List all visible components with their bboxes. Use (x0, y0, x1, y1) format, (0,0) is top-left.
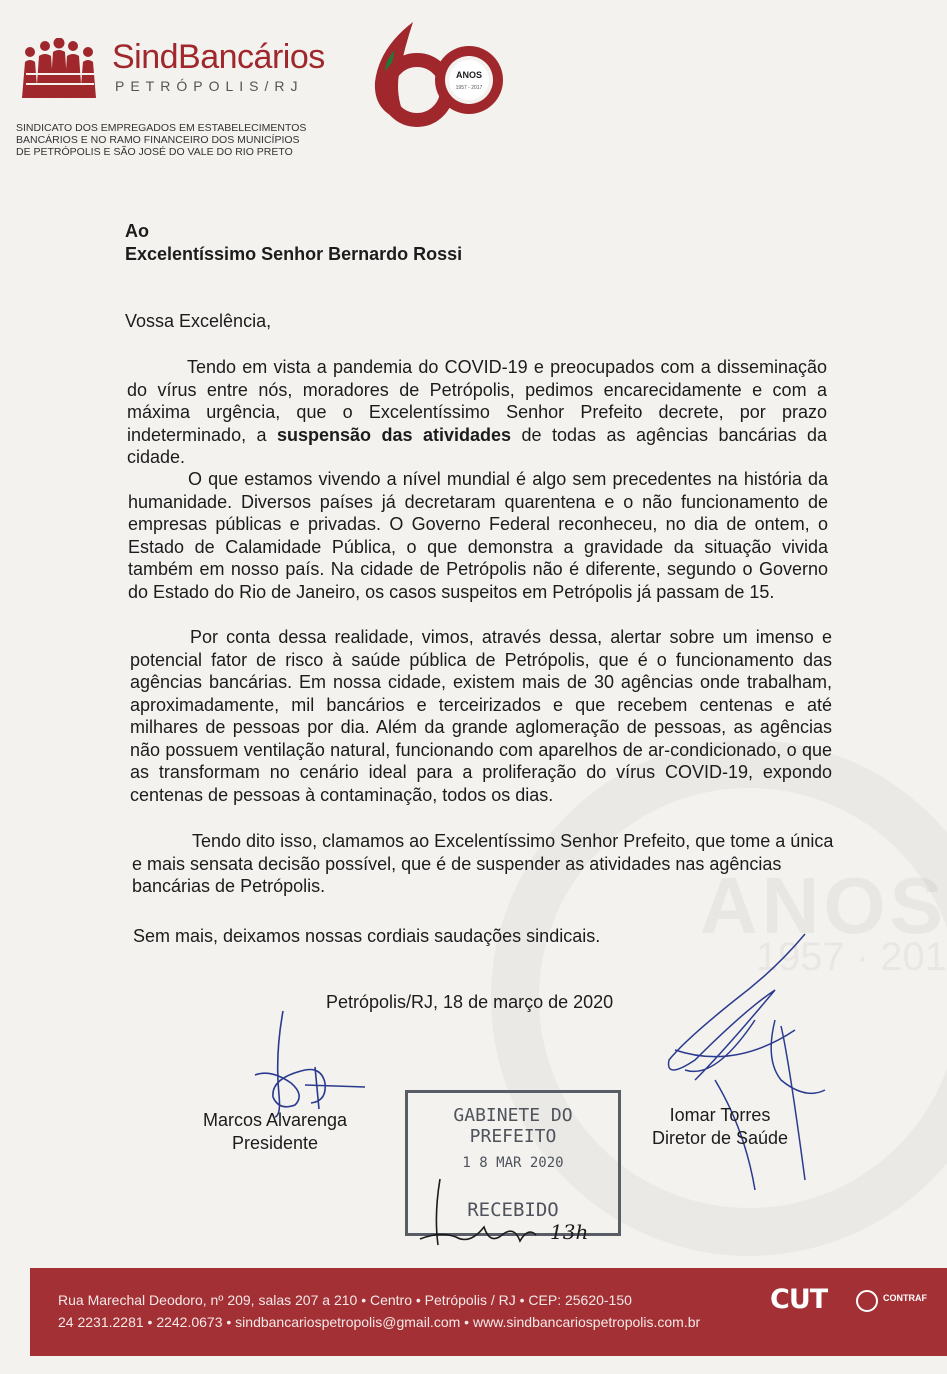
signer-right (635, 1104, 805, 1150)
union-full-name-line: BANCÁRIOS E NO RAMO FINANCEIRO DOS MUNICÍPIOS (16, 134, 300, 146)
anniversary-label: ANOS (455, 70, 483, 80)
signature-left-icon (235, 1005, 370, 1125)
signer-right-name: Iomar Torres (669, 1105, 771, 1125)
anniversary-years: 1957 - 2017 (455, 85, 483, 91)
stamp-date: 1 8 MAR 2020 (462, 1155, 564, 1171)
footer-contact: 24 2231.2281 • 2242.0673 • sindbancariospetropolis@gmail.com • www.sindbancariospetropolis.com.br (58, 1314, 701, 1330)
anniversary-number: 60 (367, 29, 370, 31)
contraf-logo: CONTRAF (883, 1293, 927, 1303)
stamp-handwritten-note-icon (410, 1175, 610, 1255)
footer-bar (30, 1268, 947, 1356)
union-people-logo-icon (20, 38, 98, 102)
union-full-name-line: DE PETRÓPOLIS E SÃO JOSÉ DO VALE DO RIO PRETO (16, 146, 293, 158)
paragraph-appeal: Tendo dito isso, clamamos ao Excelentíssimo Senhor Prefeito, que tome a única e mais sensata decisão possível, que é de suspender as atividades nas agências bancárias de Petrópolis. (132, 831, 834, 896)
union-full-name-line: SINDICATO DOS EMPREGADOS EM ESTABELECIMENTOS (16, 122, 307, 134)
closing: Sem mais, deixamos nossas cordiais saudações sindicais. (133, 926, 601, 946)
recipient-name: Excelentíssimo Senhor Bernardo Rossi (125, 244, 463, 264)
paragraph-request-emphasis: suspensão das atividades (277, 424, 512, 445)
stamp-handwritten-time: 13h (550, 1220, 589, 1244)
signature-right-icon (655, 930, 840, 1200)
union-full-name (16, 122, 346, 158)
brand-city: PETRÓPOLIS/RJ (115, 78, 304, 94)
footer-address: Rua Marechal Deodoro, nº 209, salas 207 a 210 • Centro • Petrópolis / RJ • CEP: 25620-150 (58, 1292, 632, 1308)
paragraph-request-text: Tendo em vista a pandemia do COVID-19 e preocupados com a disseminação do vírus entre nós, moradores de Petrópolis, pedimos encarecidamente e com a máxima urgência, que o Excelentíssimo Senhor Prefeito decrete, por prazo indeterminado, a (127, 357, 827, 445)
paragraph-request (127, 356, 827, 469)
contraf-logo-icon (856, 1290, 878, 1312)
stamp-status: RECEBIDO (467, 1199, 559, 1221)
recipient-prefix: Ao (125, 221, 149, 241)
signer-right-role: Diretor de Saúde (651, 1128, 789, 1148)
salutation: Vossa Excelência, (125, 311, 272, 331)
signer-left-name: Marcos Alvarenga (202, 1110, 348, 1130)
place-date: Petrópolis/RJ, 18 de março de 2020 (326, 992, 614, 1012)
paragraph-risk: Por conta dessa realidade, vimos, através dessa, alertar sobre um imenso e potencial fator de risco à saúde pública de Petrópolis, que é o funcionamento das agências bancárias. Em nossa cidade, existem mais de 30 agências onde trabalham, aproximadamente, mil bancários e terceirizados e que recebem centenas e até milhares de pessoas por dia. Além da grande aglomeração de pessoas, as agências não possuem ventilação natural, funcionando com aparelhos de ar-condicionado, o que as transformam no cenário ideal para a proliferação do vírus COVID-19, expondo centenas de pessoas à contaminação, todos os dias. (130, 627, 832, 805)
paragraph-context: O que estamos vivendo a nível mundial é algo sem precedentes na história da humanidade. Diversos países já decretaram quarentena e o não funcionamento de empresas públicas e privadas. O Governo Federal reconheceu, no dia de ontem, o Estado de Calamidade Pública, o que demonstra a gravidade da situação vivida também em nosso país. Na cidade de Petrópolis não é diferente, segundo o Governo do Estado do Rio de Janeiro, os casos suspeitos em Petrópolis já passam de 15. (128, 469, 828, 602)
stamp-title: GABINETE DO PREFEITO (453, 1105, 573, 1147)
sixty-years-emblem-icon (365, 18, 510, 128)
cut-logo: CUT (770, 1284, 828, 1315)
signer-left-role: Presidente (231, 1133, 319, 1153)
recipient (125, 220, 462, 266)
brand-name: SindBancários (112, 38, 325, 76)
paragraph-request-end: de todas as agências bancárias da cidade. (127, 424, 827, 467)
signer-left (185, 1109, 365, 1155)
